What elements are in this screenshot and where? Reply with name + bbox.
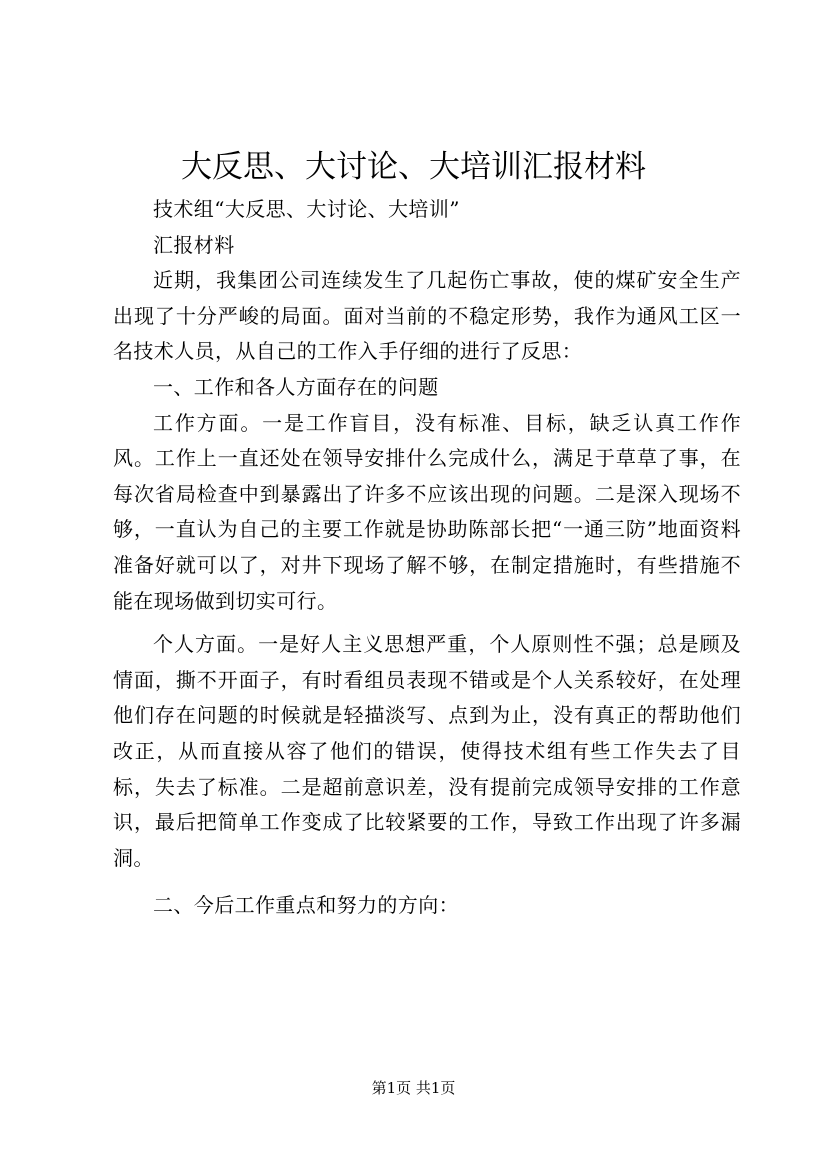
personal-aspect-paragraph: 个人方面。一是好人主义思想严重，个人原则性不强；总是顾及情面，撕不开面子，有时看组员表现不错或是个人关系较好，在处理他们存在问题的时候就是轻描淡写、点到为止，没有真正的帮助他们改正，从而直接从容了他们的错误，使得技术组有些工作失去了目标，失去了标准。二是超前意识差，没有提前完成领导安排的工作意识，最后把简单工作变成了比较紧要的工作，导致工作出现了许多漏洞。 xyxy=(113,632,741,870)
intro-paragraph: 近期，我集团公司连续发生了几起伤亡事故，使的煤矿安全生产出现了十分严峻的局面。面对当前的不稳定形势，我作为通风工区一名技术人员，从自己的工作入手仔细的进行了反思： xyxy=(113,268,741,364)
subtitle-line-1: 技术组“大反思、大讨论、大培训” xyxy=(153,197,460,221)
document-title: 大反思、大讨论、大培训汇报材料 xyxy=(181,149,646,185)
work-aspect-paragraph: 工作方面。一是工作盲目，没有标准、目标，缺乏认真工作作风。工作上一直还处在领导安排什么完成什么，满足于草草了事，在每次省局检查中到暴露出了许多不应该出现的问题。二是深入现场不够，一直认为自己的主要工作就是协助陈部长把“一通三防”地面资料准备好就可以了，对井下现场了解不够，在制定措施时，有些措施不能在现场做到切实可行。 xyxy=(113,410,741,613)
document-body xyxy=(113,192,741,924)
subtitle-line-2: 汇报材料 xyxy=(153,232,235,257)
section-heading-2: 二、今后工作重点和努力的方向： xyxy=(153,893,459,918)
page-footer: 第1页 共1页 xyxy=(371,1079,456,1097)
section-heading-1: 一、工作和各人方面存在的问题 xyxy=(153,374,439,399)
